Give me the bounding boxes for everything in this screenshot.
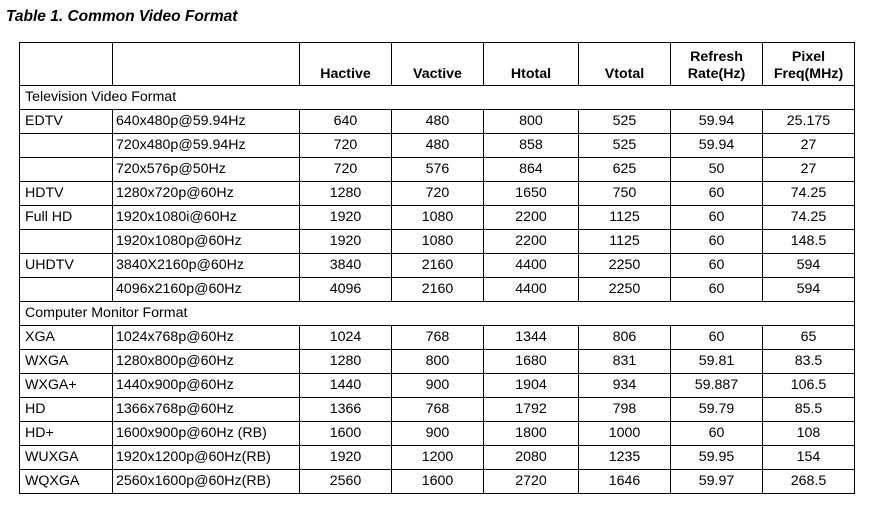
htotal-cell: 1650 — [484, 182, 579, 206]
vactive-cell: 480 — [392, 134, 484, 158]
pixel-freq-cell: 268.5 — [763, 470, 855, 494]
refresh-rate-cell: 59.95 — [671, 446, 763, 470]
section-row — [20, 86, 855, 110]
format-cell: 720x576p@50Hz — [113, 158, 300, 182]
header-cell-htotal: Htotal — [484, 43, 579, 86]
pixel-freq-cell: 148.5 — [763, 230, 855, 254]
group-cell: HDTV — [20, 182, 113, 206]
refresh-rate-cell: 60 — [671, 278, 763, 302]
table-row — [20, 326, 855, 350]
format-cell: 1280x720p@60Hz — [113, 182, 300, 206]
vtotal-cell: 525 — [579, 134, 671, 158]
vtotal-cell: 750 — [579, 182, 671, 206]
vactive-cell: 2160 — [392, 278, 484, 302]
vtotal-cell: 1646 — [579, 470, 671, 494]
htotal-cell: 858 — [484, 134, 579, 158]
htotal-cell: 800 — [484, 110, 579, 134]
table-row — [20, 158, 855, 182]
vactive-cell: 576 — [392, 158, 484, 182]
group-cell: Full HD — [20, 206, 113, 230]
table-caption: Table 1. Common Video Format — [6, 8, 238, 25]
group-cell: WXGA+ — [20, 374, 113, 398]
pixel-freq-cell: 27 — [763, 134, 855, 158]
group-cell: HD — [20, 398, 113, 422]
vactive-cell: 2160 — [392, 254, 484, 278]
hactive-cell: 720 — [300, 134, 392, 158]
refresh-rate-cell: 59.94 — [671, 110, 763, 134]
header-cell-refresh-rate: Refresh Rate(Hz) — [671, 43, 763, 86]
vtotal-cell: 934 — [579, 374, 671, 398]
group-cell: XGA — [20, 326, 113, 350]
hactive-cell: 720 — [300, 158, 392, 182]
pixel-freq-cell: 594 — [763, 254, 855, 278]
table-row — [20, 134, 855, 158]
vtotal-cell: 2250 — [579, 278, 671, 302]
group-cell: EDTV — [20, 110, 113, 134]
vtotal-cell: 625 — [579, 158, 671, 182]
refresh-rate-cell: 50 — [671, 158, 763, 182]
pixel-freq-cell: 65 — [763, 326, 855, 350]
htotal-cell: 1680 — [484, 350, 579, 374]
section-title: Computer Monitor Format — [20, 302, 855, 326]
header-cell-vtotal: Vtotal — [579, 43, 671, 86]
pixel-freq-cell: 83.5 — [763, 350, 855, 374]
vtotal-cell: 806 — [579, 326, 671, 350]
pixel-freq-cell: 25.175 — [763, 110, 855, 134]
hactive-cell: 640 — [300, 110, 392, 134]
format-cell: 1366x768p@60Hz — [113, 398, 300, 422]
format-cell: 720x480p@59.94Hz — [113, 134, 300, 158]
htotal-cell: 1344 — [484, 326, 579, 350]
refresh-rate-cell: 59.97 — [671, 470, 763, 494]
hactive-cell: 1600 — [300, 422, 392, 446]
vtotal-cell: 1125 — [579, 206, 671, 230]
vactive-cell: 1200 — [392, 446, 484, 470]
header-cell-hactive: Hactive — [300, 43, 392, 86]
group-cell — [20, 158, 113, 182]
header-cell-vactive: Vactive — [392, 43, 484, 86]
vactive-cell: 1600 — [392, 470, 484, 494]
table-row — [20, 374, 855, 398]
format-cell: 1920x1080p@60Hz — [113, 230, 300, 254]
format-cell: 640x480p@59.94Hz — [113, 110, 300, 134]
format-cell: 1600x900p@60Hz (RB) — [113, 422, 300, 446]
vtotal-cell: 2250 — [579, 254, 671, 278]
htotal-cell: 2200 — [484, 206, 579, 230]
pixel-freq-cell: 74.25 — [763, 206, 855, 230]
refresh-rate-cell: 60 — [671, 230, 763, 254]
pixel-freq-cell: 154 — [763, 446, 855, 470]
hactive-cell: 3840 — [300, 254, 392, 278]
hactive-cell: 1280 — [300, 182, 392, 206]
refresh-rate-cell: 60 — [671, 206, 763, 230]
table-row — [20, 350, 855, 374]
htotal-cell: 2200 — [484, 230, 579, 254]
group-cell: WXGA — [20, 350, 113, 374]
refresh-rate-cell: 59.81 — [671, 350, 763, 374]
htotal-cell: 1904 — [484, 374, 579, 398]
table-row — [20, 230, 855, 254]
hactive-cell: 1024 — [300, 326, 392, 350]
pixel-freq-cell: 108 — [763, 422, 855, 446]
vactive-cell: 900 — [392, 374, 484, 398]
vactive-cell: 768 — [392, 398, 484, 422]
format-cell: 2560x1600p@60Hz(RB) — [113, 470, 300, 494]
table-row — [20, 470, 855, 494]
vactive-cell: 768 — [392, 326, 484, 350]
format-cell: 1920x1080i@60Hz — [113, 206, 300, 230]
section-title: Television Video Format — [20, 86, 855, 110]
group-cell: UHDTV — [20, 254, 113, 278]
table-row — [20, 182, 855, 206]
htotal-cell: 2080 — [484, 446, 579, 470]
hactive-cell: 1920 — [300, 446, 392, 470]
htotal-cell: 4400 — [484, 278, 579, 302]
format-cell: 1440x900p@60Hz — [113, 374, 300, 398]
group-cell: WQXGA — [20, 470, 113, 494]
group-cell — [20, 230, 113, 254]
table-row — [20, 254, 855, 278]
refresh-rate-cell: 59.94 — [671, 134, 763, 158]
header-row — [20, 43, 855, 86]
vtotal-cell: 1235 — [579, 446, 671, 470]
format-cell: 3840X2160p@60Hz — [113, 254, 300, 278]
format-cell: 1920x1200p@60Hz(RB) — [113, 446, 300, 470]
header-cell-pixel-freq: Pixel Freq(MHz) — [763, 43, 855, 86]
header-cell-group — [20, 43, 113, 86]
htotal-cell: 2720 — [484, 470, 579, 494]
htotal-cell: 864 — [484, 158, 579, 182]
refresh-rate-cell: 60 — [671, 326, 763, 350]
hactive-cell: 1920 — [300, 230, 392, 254]
format-cell: 1280x800p@60Hz — [113, 350, 300, 374]
table-row — [20, 398, 855, 422]
vactive-cell: 720 — [392, 182, 484, 206]
pixel-freq-cell: 106.5 — [763, 374, 855, 398]
htotal-cell: 4400 — [484, 254, 579, 278]
pixel-freq-cell: 74.25 — [763, 182, 855, 206]
refresh-rate-cell: 60 — [671, 422, 763, 446]
vtotal-cell: 1125 — [579, 230, 671, 254]
hactive-cell: 1920 — [300, 206, 392, 230]
htotal-cell: 1792 — [484, 398, 579, 422]
format-cell: 1024x768p@60Hz — [113, 326, 300, 350]
vtotal-cell: 798 — [579, 398, 671, 422]
vtotal-cell: 1000 — [579, 422, 671, 446]
section-row — [20, 302, 855, 326]
refresh-rate-cell: 60 — [671, 254, 763, 278]
table-row — [20, 446, 855, 470]
vactive-cell: 800 — [392, 350, 484, 374]
header-cell-format — [113, 43, 300, 86]
hactive-cell: 2560 — [300, 470, 392, 494]
table-row — [20, 422, 855, 446]
video-format-table — [19, 42, 855, 494]
vactive-cell: 1080 — [392, 206, 484, 230]
vtotal-cell: 831 — [579, 350, 671, 374]
vactive-cell: 480 — [392, 110, 484, 134]
group-cell — [20, 134, 113, 158]
refresh-rate-cell: 59.79 — [671, 398, 763, 422]
format-cell: 4096x2160p@60Hz — [113, 278, 300, 302]
pixel-freq-cell: 85.5 — [763, 398, 855, 422]
vtotal-cell: 525 — [579, 110, 671, 134]
table-row — [20, 278, 855, 302]
table-row — [20, 110, 855, 134]
htotal-cell: 1800 — [484, 422, 579, 446]
refresh-rate-cell: 59.887 — [671, 374, 763, 398]
pixel-freq-cell: 27 — [763, 158, 855, 182]
group-cell: WUXGA — [20, 446, 113, 470]
vactive-cell: 900 — [392, 422, 484, 446]
hactive-cell: 1440 — [300, 374, 392, 398]
group-cell — [20, 278, 113, 302]
hactive-cell: 1366 — [300, 398, 392, 422]
group-cell: HD+ — [20, 422, 113, 446]
refresh-rate-cell: 60 — [671, 182, 763, 206]
table-row — [20, 206, 855, 230]
pixel-freq-cell: 594 — [763, 278, 855, 302]
hactive-cell: 1280 — [300, 350, 392, 374]
vactive-cell: 1080 — [392, 230, 484, 254]
hactive-cell: 4096 — [300, 278, 392, 302]
